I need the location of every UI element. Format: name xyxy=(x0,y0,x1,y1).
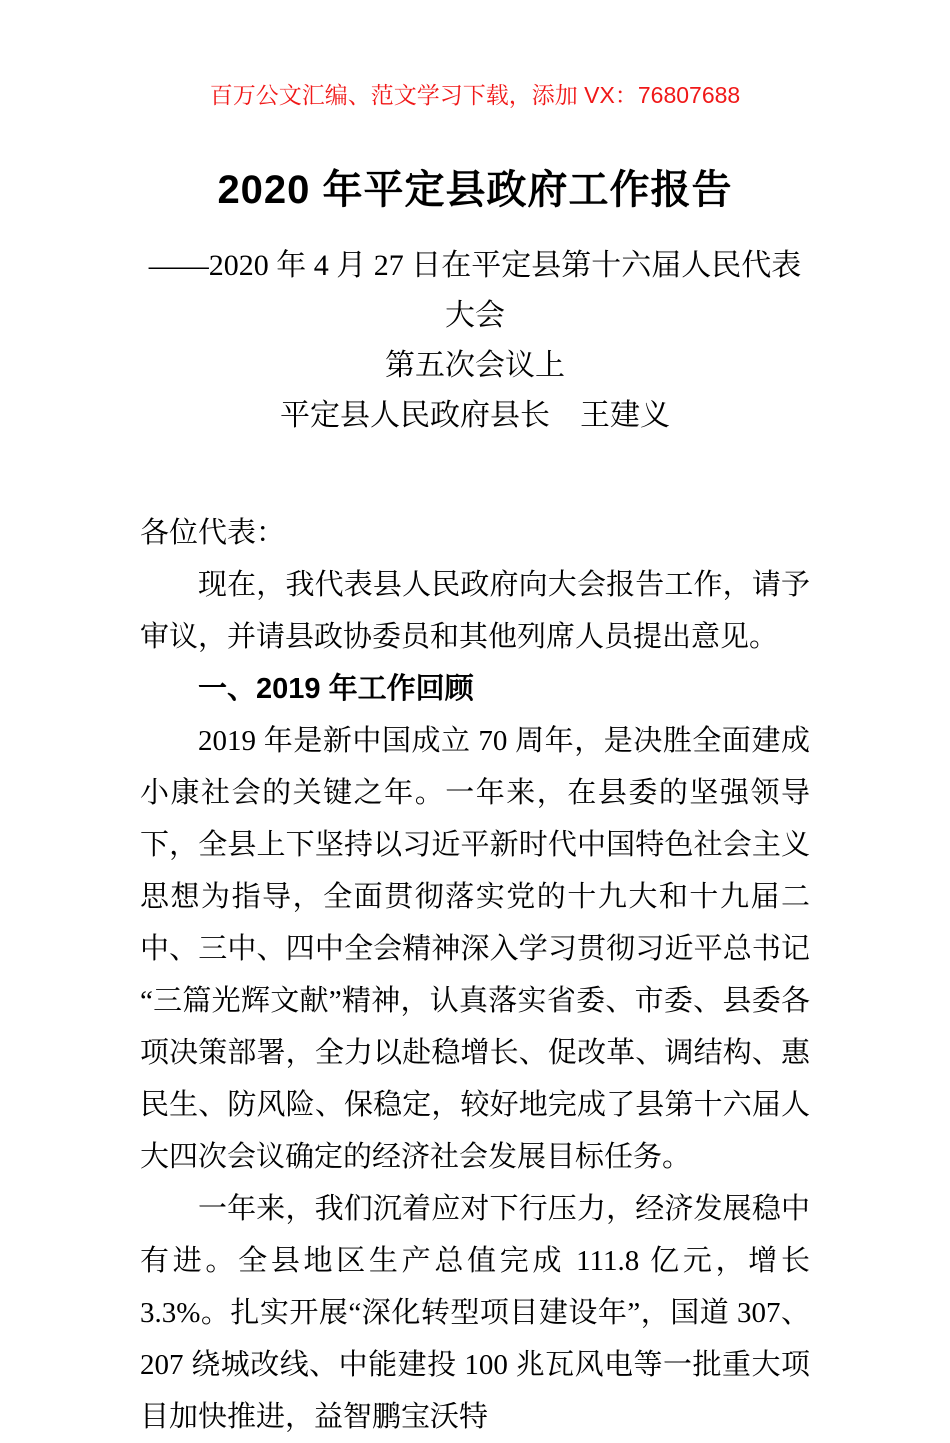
document-page xyxy=(0,82,950,1433)
author-byline: 平定县人民政府县长 王建义 xyxy=(280,398,670,432)
salutation: 各位代表： xyxy=(140,516,286,549)
section-1-paragraph-1: 2019 年是新中国成立 70 周年，是决胜全面建成小康社会的关键之年。一年来，在县委的坚强领导下，全县上下坚持以习近平新时代中国特色社会主义思想为指导，全面贯彻落实党的十九大和十九届二中、三中、四中全会精神深入学习贯彻习近平总书记“三篇光辉文献”精神，认真落实省委、市委、县委各项决策部署，全力以赴稳增长、促改革、调结构、惠民生、防风险、保稳定，较好地完成了县第十六届人大四次会议确定的经济社会发展目标任务。 xyxy=(140,724,810,1173)
document-body xyxy=(140,507,810,1443)
promo-banner-text: 百万公文汇编、范文学习下载，添加 VX：76807688 xyxy=(209,82,741,108)
document-subtitle-block xyxy=(140,241,810,441)
section-1-paragraph-2: 一年来，我们沉着应对下行压力，经济发展稳中有进。全县地区生产总值完成 111.8 亿元，增长 3.3%。扎实开展“深化转型项目建设年”，国道 307、207 绕城改线、中能建投 100 兆瓦风电等一批重大项目加快推进，益智鹏宝沃特 xyxy=(140,1192,810,1433)
intro-paragraph: 现在，我代表县人民政府向大会报告工作，请予审议，并请县政协委员和其他列席人员提出意见。 xyxy=(140,568,810,653)
section-1-heading: 一、2019 年工作回顾 xyxy=(198,672,474,705)
subtitle-line-2: 第五次会议上 xyxy=(385,348,565,382)
document-title: 2020 年平定县政府工作报告 xyxy=(217,168,733,212)
subtitle-line-1: ——2020 年 4 月 27 日在平定县第十六届人民代表大会 xyxy=(148,248,802,332)
